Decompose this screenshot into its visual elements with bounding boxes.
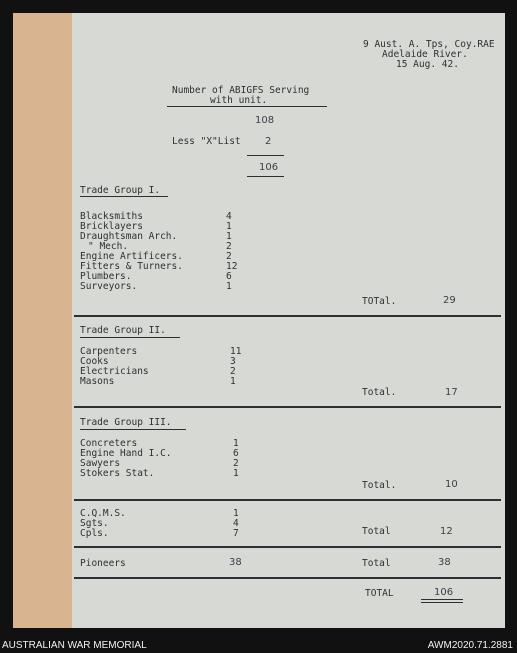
trade-name: Electricians	[80, 366, 149, 377]
summary-title-line1: Number of ABIGFS Serving	[172, 85, 310, 96]
rank-count: 7	[233, 528, 239, 539]
section-rule	[74, 499, 501, 501]
grand-total-value: 106	[434, 587, 454, 598]
group-2-values	[230, 347, 241, 387]
trade-count: 2	[233, 458, 239, 469]
trade-name: Cooks	[80, 356, 109, 367]
trade-count: 1	[230, 376, 236, 387]
trade-name: Masons	[80, 376, 115, 387]
group-total: 17	[445, 387, 458, 398]
section-rule	[74, 546, 501, 548]
grand-total-double-underline	[421, 602, 463, 603]
trade-count: 1	[233, 468, 239, 479]
file-margin-strip	[13, 13, 72, 628]
group-total-label: TOTal.	[362, 296, 397, 307]
pioneers-label: Pioneers	[80, 558, 126, 569]
trade-name: Blacksmiths	[80, 211, 143, 222]
grand-total-label: TOTAL	[365, 588, 394, 599]
group-title-underline	[80, 429, 186, 430]
subtraction-rule	[247, 155, 284, 156]
archive-reference: AWM2020.71.2881	[427, 640, 513, 651]
trade-name: Carpenters	[80, 346, 138, 357]
trade-count: 6	[226, 271, 232, 282]
rank-name: Cpls.	[80, 528, 109, 539]
summary-count: 108	[255, 115, 275, 126]
less-x-list-value: 2	[265, 136, 272, 147]
trade-name: Engine Artificers.	[80, 251, 183, 262]
trade-name: Surveyors.	[80, 281, 138, 292]
trade-count: 3	[230, 356, 236, 367]
rank-count: 1	[233, 508, 239, 519]
trade-name: Concreters	[80, 438, 138, 449]
trade-name: Fitters & Turners.	[80, 261, 183, 272]
group-1-names	[80, 212, 183, 292]
nco-names	[80, 509, 126, 539]
trade-name: " Mech.	[88, 241, 129, 252]
trade-count: 1	[226, 281, 232, 292]
less-x-list-label: Less "X"List	[172, 136, 241, 147]
group-3-values	[233, 439, 239, 479]
unit-name: 9 Aust. A. Tps, Coy.RAE	[363, 39, 495, 50]
group-title: Trade Group II.	[80, 325, 166, 336]
document-date: 15 Aug. 42.	[396, 59, 459, 70]
group-total: 12	[440, 526, 453, 537]
group-title: Trade Group III.	[80, 417, 172, 428]
trade-name: Bricklayers	[80, 221, 143, 232]
group-total: 29	[443, 295, 456, 306]
archive-credit: AUSTRALIAN WAR MEMORIAL	[2, 640, 147, 651]
rank-count: 4	[233, 518, 239, 529]
nco-values	[233, 509, 239, 539]
group-1-values	[226, 212, 237, 292]
grand-total-underline	[421, 599, 463, 600]
group-total-label: Total.	[362, 480, 397, 491]
group-title-underline	[80, 337, 180, 338]
summary-title-line2: with unit.	[210, 95, 268, 106]
trade-name: Draughtsman Arch.	[80, 231, 178, 242]
group-total-label: Total	[362, 526, 391, 537]
net-rule	[247, 176, 284, 177]
pioneers-count: 38	[229, 557, 242, 568]
group-title-underline	[80, 196, 168, 197]
trade-name: Engine Hand I.C.	[80, 448, 172, 459]
trade-count: 4	[226, 211, 232, 222]
trade-count: 1	[226, 231, 232, 242]
group-total-label: Total.	[362, 387, 397, 398]
section-rule	[74, 406, 501, 408]
trade-count: 1	[233, 438, 239, 449]
section-rule	[74, 577, 501, 579]
trade-count: 11	[230, 346, 242, 357]
section-rule	[74, 315, 501, 317]
trade-name: Sawyers	[80, 458, 121, 469]
trade-count: 2	[226, 241, 232, 252]
group-2-names	[80, 347, 149, 387]
trade-count: 2	[226, 251, 232, 262]
group-3-names	[80, 439, 172, 479]
pioneers-total-label: Total	[362, 558, 391, 569]
trade-count: 1	[226, 221, 232, 232]
group-title: Trade Group I.	[80, 185, 161, 196]
place-name: Adelaide River.	[382, 49, 468, 60]
summary-net: 106	[259, 162, 279, 173]
summary-title-rule	[167, 106, 327, 107]
trade-name: Plumbers.	[80, 271, 132, 282]
trade-name: Stokers Stat.	[80, 468, 155, 479]
trade-count: 6	[233, 448, 239, 459]
rank-name: Sgts.	[80, 518, 109, 529]
group-total: 10	[445, 479, 458, 490]
pioneers-total: 38	[438, 557, 451, 568]
trade-count: 2	[230, 366, 236, 377]
trade-count: 12	[226, 261, 238, 272]
rank-name: C.Q.M.S.	[80, 508, 126, 519]
